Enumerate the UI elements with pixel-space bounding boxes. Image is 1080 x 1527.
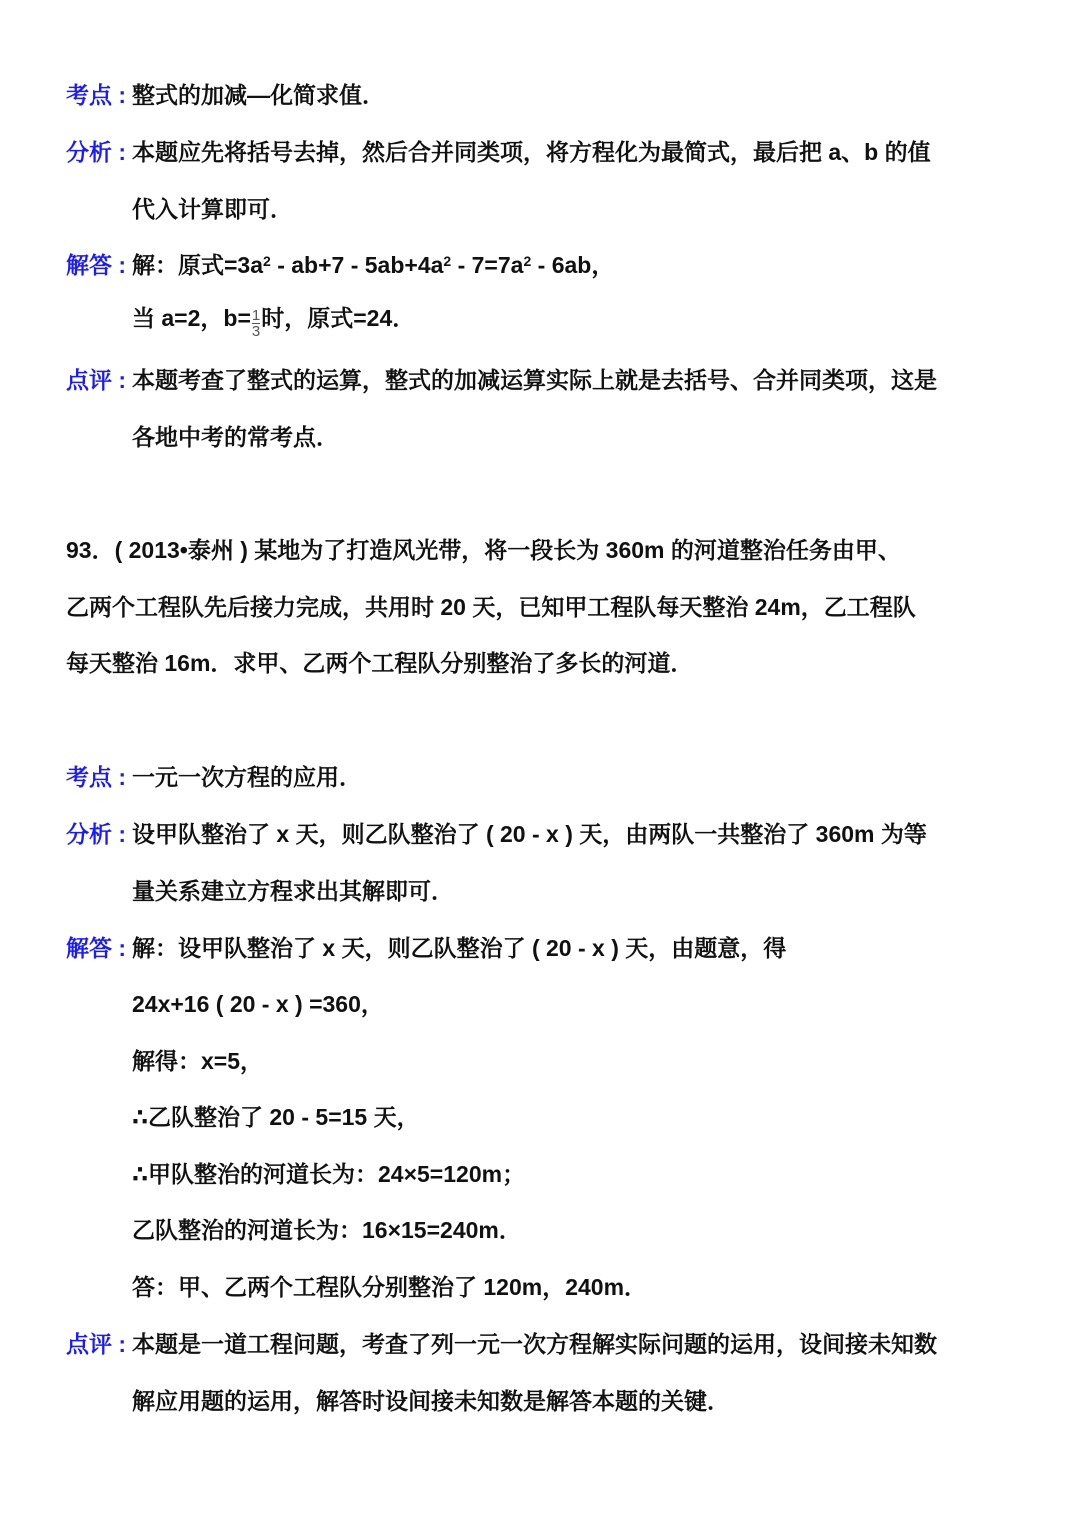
jieda-line: 24x+16 ( 20 - x ) =360， (132, 991, 384, 1017)
label-fenxi: 分析 : (66, 821, 127, 847)
fenxi-line: 代入计算即可． (132, 196, 293, 222)
fenxi-line: 量关系建立方程求出其解即可． (132, 878, 454, 904)
label-jieda: 解答 : (66, 252, 127, 278)
kaodian-text: 整式的加减—化简求值． (132, 82, 385, 108)
label-fenxi: 分析 : (66, 139, 127, 165)
question-line: 93．( 2013•泰州 ) 某地为了打造风光带，将一段长为 360m 的河道整治任务由甲、 (66, 537, 901, 563)
kaodian-text: 一元一次方程的应用． (132, 764, 362, 790)
label-kaodian: 考点 : (66, 82, 127, 108)
jieda-formula: 解：原式$=3a^2 - ab+7 - 5ab+4a^2 - 7=7a^2 - 6ab$， (132, 252, 615, 278)
question-line: 乙两个工程队先后接力完成，共用时 20 天，已知甲工程队每天整治 24m，乙工程队 (66, 594, 916, 620)
jieda-substitution: 当 a=2，b= $\frac{1}{3}$ 时，原式=24． (132, 305, 416, 341)
label-jieda: 解答 : (66, 935, 127, 961)
jieda-line: 乙队整治的河道长为：16×15=240m． (132, 1217, 522, 1243)
jieda-line: ∴甲队整治的河道长为：24×5=120m； (132, 1161, 526, 1187)
label-dianping: 点评 : (66, 1331, 127, 1357)
jieda-line: 答：甲、乙两个工程队分别整治了 120m，240m． (132, 1274, 648, 1300)
jieda-line: ∴乙队整治了 20 - 5=15 天， (132, 1104, 420, 1130)
dianping-line: 解应用题的运用，解答时设间接未知数是解答本题的关键． (132, 1388, 730, 1414)
dianping-line: 本题考查了整式的运算，整式的加减运算实际上就是去括号、合并同类项，这是 (132, 367, 937, 393)
fenxi-line: 设甲队整治了 x 天，则乙队整治了 ( 20 - x ) 天，由两队一共整治了 360m 为等 (132, 821, 927, 847)
question-line: 每天整治 16m．求甲、乙两个工程队分别整治了多长的河道． (66, 650, 694, 676)
label-kaodian: 考点 : (66, 764, 127, 790)
jieda-line: 解：设甲队整治了 x 天，则乙队整治了 ( 20 - x ) 天，由题意，得 (132, 935, 787, 961)
dianping-line: 各地中考的常考点． (132, 424, 339, 450)
fenxi-line: 本题应先将括号去掉，然后合并同类项，将方程化为最简式，最后把 a、b 的值 (132, 139, 931, 165)
dianping-line: 本题是一道工程问题，考查了列一元一次方程解实际问题的运用，设间接未知数 (132, 1331, 937, 1357)
fraction: $\frac{1}{3}$ (251, 307, 261, 341)
label-dianping: 点评 : (66, 367, 127, 393)
jieda-line: 解得：x=5， (132, 1048, 264, 1074)
